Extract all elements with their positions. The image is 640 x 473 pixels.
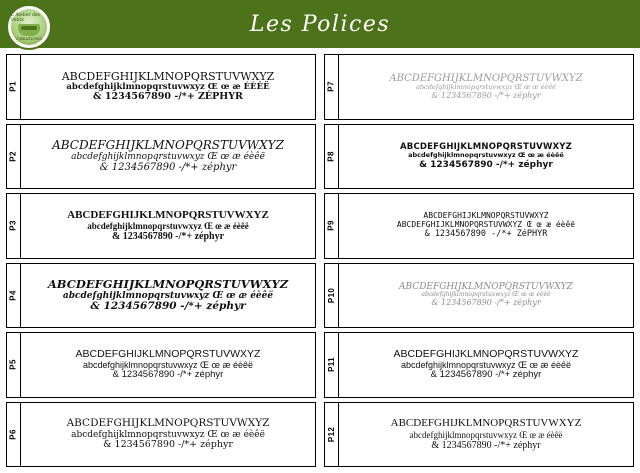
font-tab-label: P12 xyxy=(327,426,337,442)
specimen-numerals-line: & 1234567890 -/*+ zéphyr xyxy=(431,439,541,451)
specimen-uppercase-line: ABCDEFGHIJKLMNOPQRSTUVWXYZ xyxy=(393,347,579,360)
specimen-lowercase-line: abcdefghijklmnopqrstuvwxyz Œ œ æ éèêë xyxy=(82,360,254,371)
specimen-uppercase-line: ABCDEFGHIJKLMNOPQRSTUVWXYZ xyxy=(399,141,573,152)
font-tab-label: P2 xyxy=(8,151,18,162)
atelier-logo xyxy=(6,4,52,50)
page-title: Les Polices xyxy=(249,11,391,37)
font-tab-label: P8 xyxy=(326,151,336,162)
font-specimen-p3 xyxy=(20,193,316,259)
specimen-lowercase-line: abcdefghijklmnopqrstuvwxyz Œ œ æ ÉÈÊË xyxy=(66,81,270,92)
specimen-lowercase-line: abcdefghijklmnopqrstuvwxyz Œ œ æ éèêë xyxy=(408,151,564,160)
font-tab-p1[interactable] xyxy=(6,54,20,120)
specimen-numerals-line: & 1234567890 -/*+ zéphyr xyxy=(90,299,246,312)
font-tab-label: P10 xyxy=(327,287,337,303)
font-tab-label: P4 xyxy=(8,290,18,301)
specimen-numerals-line: & 1234567890 -/*+ zéphyr xyxy=(112,369,224,381)
font-tab-label: P7 xyxy=(326,81,336,92)
font-tab-p3[interactable] xyxy=(6,193,20,259)
font-tab-label: P11 xyxy=(327,357,337,373)
font-tab-label: P9 xyxy=(326,220,336,231)
font-sample-p12[interactable] xyxy=(324,402,634,468)
font-sample-p3[interactable] xyxy=(6,193,316,259)
font-specimen-p8 xyxy=(338,124,634,190)
font-tab-label: P6 xyxy=(8,429,18,440)
specimen-lowercase-line: abcdefghijklmnopqrstuvwxyz Œ œ æ éèêë xyxy=(87,221,249,232)
page-header xyxy=(0,0,640,48)
specimen-uppercase-line: ABCDEFGHIJKLMNOPQRSTUVWXYZ xyxy=(390,417,582,430)
specimen-numerals-line: & 1234567890 -/*+ zéphyr xyxy=(431,298,541,308)
logo-emblem-icon xyxy=(18,24,40,36)
font-specimen-p7 xyxy=(338,54,634,120)
font-sample-p1[interactable] xyxy=(6,54,316,120)
font-specimen-p6 xyxy=(20,402,316,468)
font-tab-p10[interactable] xyxy=(324,263,338,329)
logo-bottom-text: CREATIONS xyxy=(16,36,42,41)
font-specimen-p2 xyxy=(20,124,316,190)
specimen-uppercase-line: ABCDEFGHIJKLMNOPQRSTUVWXYZ xyxy=(52,137,284,152)
font-specimen-p10 xyxy=(338,263,634,329)
font-tab-p8[interactable] xyxy=(324,124,338,190)
font-sample-p9[interactable] xyxy=(324,193,634,259)
font-tab-p2[interactable] xyxy=(6,124,20,190)
specimen-lowercase-line: abcdefghijklmnopqrstuvwxyz Œ œ æ éèêë xyxy=(409,429,563,440)
font-tab-label: P1 xyxy=(8,81,18,92)
font-sample-p4[interactable] xyxy=(6,263,316,329)
specimen-numerals-line: & 1234567890 -/*+ zéphyr xyxy=(103,438,233,450)
font-specimen-p9 xyxy=(338,193,634,259)
logo-top-text: L'Atelier des Petits xyxy=(11,13,40,23)
specimen-numerals-line: & 1234567890 -/*+ zéphyr xyxy=(111,231,225,243)
specimen-uppercase-line: ABCDEFGHIJKLMNOPQRSTUVWXYZ xyxy=(47,276,289,291)
specimen-numerals-line: & 1234567890 -/*+ ZÉPHYR xyxy=(93,91,243,103)
font-sample-p7[interactable] xyxy=(324,54,634,120)
specimen-numerals-line: & 1234567890 -/*+ zéphyr xyxy=(430,369,542,381)
font-specimen-p5 xyxy=(20,332,316,398)
font-tab-p4[interactable] xyxy=(6,263,20,329)
font-sample-p11[interactable] xyxy=(324,332,634,398)
font-tab-label: P5 xyxy=(8,359,18,370)
specimen-numerals-line: & 1234567890 -/*+ ZéPHYR xyxy=(424,228,548,239)
specimen-uppercase-line: ABCDEFGHIJKLMNOPQRSTUVWXYZ xyxy=(75,347,261,360)
specimen-lowercase-line: abcdefghijklmnopqrstuvwxyz Œ œ æ éèêë xyxy=(71,152,265,163)
font-tab-p9[interactable] xyxy=(324,193,338,259)
specimen-lowercase-line: abcdefghijklmnopqrstuvwxyz Œ œ æ éèêë xyxy=(71,429,265,440)
font-sample-p5[interactable] xyxy=(6,332,316,398)
font-tab-label: P3 xyxy=(8,220,18,231)
specimen-uppercase-line: ABCDEFGHIJKLMNOPQRSTUVWXYZ xyxy=(66,417,270,430)
font-tab-p12[interactable] xyxy=(324,402,338,468)
logo-graphic xyxy=(11,9,47,45)
specimen-lowercase-line: abcdefghijklmnopqrstuvwxyz Œ œ æ éèêë xyxy=(416,83,556,92)
specimen-numerals-line: & 1234567890 -/*+ zéphyr xyxy=(99,162,237,174)
font-sample-p10[interactable] xyxy=(324,263,634,329)
specimen-lowercase-line: abcdefghijklmnopqrstuvwxyz Œ œ æ éèêë xyxy=(62,290,274,301)
font-tab-p6[interactable] xyxy=(6,402,20,468)
specimen-uppercase-line: ABCDEFGHIJKLMNOPQRSTUVWXYZ xyxy=(61,69,275,83)
specimen-uppercase-line: ABCDEFGHIJKLMNOPQRSTUVWXYZ xyxy=(423,211,549,221)
font-specimen-p11 xyxy=(338,332,634,398)
specimen-lowercase-line: ABCDEFGHIJKLMNOPQRSTUVWXYZ Œ œ æ éèêë xyxy=(396,219,576,229)
font-specimen-p4 xyxy=(20,263,316,329)
font-sample-p8[interactable] xyxy=(324,124,634,190)
specimen-lowercase-line: abcdefghijklmnopqrstuvwxyz Œ œ æ éèêë xyxy=(421,291,551,299)
specimen-numerals-line: & 1234567890 -/*+ zéphyr xyxy=(419,159,553,170)
font-tab-p11[interactable] xyxy=(324,332,338,398)
font-specimen-p1 xyxy=(20,54,316,120)
font-specimen-p12 xyxy=(338,402,634,468)
specimen-uppercase-line: ABCDEFGHIJKLMNOPQRSTUVWXYZ xyxy=(399,282,573,293)
specimen-numerals-line: & 1234567890 -/*+ zéphyr xyxy=(431,90,541,100)
font-tab-p7[interactable] xyxy=(324,54,338,120)
specimen-uppercase-line: ABCDEFGHIJKLMNOPQRSTUVWXYZ xyxy=(67,208,269,221)
font-sample-p2[interactable] xyxy=(6,124,316,190)
font-tab-p5[interactable] xyxy=(6,332,20,398)
font-sample-p6[interactable] xyxy=(6,402,316,468)
specimen-uppercase-line: ABCDEFGHIJKLMNOPQRSTUVWXYZ xyxy=(389,73,583,85)
specimen-lowercase-line: abcdefghijklmnopqrstuvwxyz Œ œ æ éèêë xyxy=(400,360,572,371)
font-sample-grid xyxy=(6,54,634,467)
